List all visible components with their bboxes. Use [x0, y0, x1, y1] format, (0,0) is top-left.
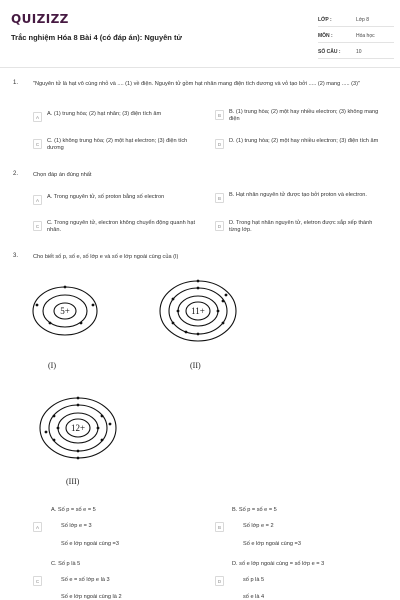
meta-row-subject — [318, 29, 394, 43]
q3-option-c-line-3: Số e lớp ngoài cùng là 2 — [61, 594, 122, 600]
q1-option-c[interactable] — [33, 138, 197, 152]
electron-dot — [101, 439, 104, 442]
option-letter: B — [215, 110, 224, 120]
electron-dot — [36, 304, 39, 307]
electron-dot — [197, 333, 200, 336]
q3-option-a[interactable] — [33, 521, 42, 532]
electron-dot — [172, 322, 175, 325]
question-number: 3. — [13, 253, 19, 259]
q3-option-d-line-1: D. số e lớp ngoài cùng = số lớp e = 3 — [232, 561, 325, 567]
electron-dot — [97, 427, 100, 430]
option-text: B. Hạt nhân nguyên tử được tạo bởi proton và electron. — [229, 192, 367, 198]
option-letter: B — [215, 522, 224, 532]
option-letter: D — [215, 139, 224, 149]
option-text: C. (1) không trung hòa; (2) một hạt electron; (3) điện tích dương — [47, 138, 188, 151]
electron-dot — [77, 397, 80, 400]
option-letter: A — [33, 522, 42, 532]
option-letter: B — [215, 193, 224, 203]
electron-dot — [185, 331, 188, 334]
meta-key: LỚP : — [318, 16, 332, 23]
q2-option-d[interactable] — [215, 220, 379, 234]
meta-value: Hóa học — [356, 32, 375, 39]
option-text: D. (1) trung hòa; (2) một hay nhiều electron; (3) điện tích âm — [229, 138, 379, 144]
electron-dot — [57, 427, 60, 430]
electron-dot — [77, 404, 80, 407]
meta-value: Lớp 8 — [356, 16, 370, 23]
electron-dot — [77, 450, 80, 453]
electron-dot — [177, 310, 180, 313]
meta-key: SỐ CÂU : — [318, 48, 341, 55]
option-text: C. Trong nguyên tử, electron không chuyển động quanh hạt nhân. — [47, 220, 196, 233]
electron-dot — [64, 286, 67, 289]
nucleus-charge: 11+ — [191, 306, 205, 316]
option-letter: C — [33, 139, 42, 149]
meta-row-class — [318, 13, 394, 27]
electron-dot — [53, 415, 56, 418]
q3-option-b-line-2: Số lớp e = 2 — [243, 523, 274, 529]
question-text: "Nguyên tử là hạt vô cùng nhỏ và .... (1) về điện. Nguyên tử gồm hạt nhân mang điện tích dương và vỏ tạo bởi ..... (2) mang ..... (3)" — [33, 81, 360, 87]
electron-dot — [217, 310, 220, 313]
option-text: A. (1) trung hòa; (2) hạt nhân; (3) điện tích âm — [47, 111, 162, 117]
meta-table — [318, 13, 394, 61]
option-text: A. Trong nguyên tử, số proton bằng số electron — [47, 194, 165, 200]
electron-dot — [222, 322, 225, 325]
option-letter: D — [215, 576, 224, 586]
q3-option-c-line-1: C. Số p là 5 — [51, 561, 81, 567]
meta-key: MÔN : — [318, 32, 333, 39]
document-header — [0, 0, 400, 68]
electron-dot — [77, 457, 80, 460]
electron-dot — [45, 431, 48, 434]
electron-dot — [101, 415, 104, 418]
q3-option-c-line-2: Số e = số lớp e là 3 — [61, 577, 110, 583]
option-letter: A — [33, 112, 42, 122]
question-text: Chọn đáp án đúng nhất — [33, 172, 92, 178]
q1-option-b[interactable] — [215, 109, 379, 123]
electron-dot — [197, 280, 200, 283]
quizizz-logo: QUIZIZZ — [11, 12, 69, 26]
meta-row-count — [318, 45, 394, 59]
q2-option-b[interactable] — [215, 192, 379, 203]
q3-option-d[interactable] — [215, 575, 224, 586]
q3-option-a-line-2: Số lớp e = 3 — [61, 523, 92, 529]
electron-dot — [197, 287, 200, 290]
q3-option-d-line-3: số e là 4 — [243, 594, 265, 600]
nucleus-charge: 5+ — [60, 306, 70, 316]
atom-diagram-ii — [158, 277, 242, 347]
meta-value: 10 — [356, 48, 362, 55]
electron-dot — [53, 439, 56, 442]
q1-option-d[interactable] — [215, 138, 379, 149]
option-letter: C — [33, 221, 42, 231]
atom-diagram-i — [28, 283, 108, 343]
option-letter: A — [33, 195, 42, 205]
q3-option-a-line-1: A. Số p = số e = 5 — [51, 507, 96, 513]
q3-option-d-line-2: số p là 5 — [243, 577, 265, 583]
question-number: 2. — [13, 171, 19, 177]
page-title: Trắc nghiệm Hóa 8 Bài 4 (có đáp án): Nguyên tử — [11, 33, 182, 42]
q3-option-b-line-1: B. Số p = số e = 5 — [232, 507, 277, 513]
nucleus-charge: 12+ — [70, 423, 86, 433]
figure-label: (III) — [66, 477, 80, 486]
q1-option-a[interactable] — [33, 111, 197, 122]
option-text: B. (1) trung hòa; (2) một hay nhiều electron; (3) không mang điện — [229, 109, 379, 122]
figure-label: (I) — [48, 361, 56, 370]
electron-dot — [49, 322, 52, 325]
option-text: D. Trong hạt nhân nguyên tử, eletron được sắp xếp thành từng lớp. — [229, 220, 373, 233]
electron-dot — [225, 294, 228, 297]
atom-diagram-iii — [38, 394, 122, 464]
question-text: Cho biết số p, số e, số lớp e và số e lớp ngoài cùng của (I) — [33, 254, 179, 260]
electron-dot — [92, 304, 95, 307]
option-letter: D — [215, 221, 224, 231]
option-letter: C — [33, 576, 42, 586]
q2-option-a[interactable] — [33, 194, 197, 205]
electron-dot — [80, 322, 83, 325]
figure-label: (II) — [190, 361, 201, 370]
q3-option-b-line-3: Số e lớp ngoài cùng =3 — [243, 541, 301, 547]
q3-option-a-line-3: Số e lớp ngoài cùng =3 — [61, 541, 119, 547]
question-number: 1. — [13, 80, 19, 86]
q3-option-b[interactable] — [215, 521, 224, 532]
electron-dot — [109, 423, 112, 426]
electron-dot — [222, 300, 225, 303]
q2-option-c[interactable] — [33, 220, 197, 234]
electron-dot — [172, 298, 175, 301]
q3-option-c[interactable] — [33, 575, 42, 586]
